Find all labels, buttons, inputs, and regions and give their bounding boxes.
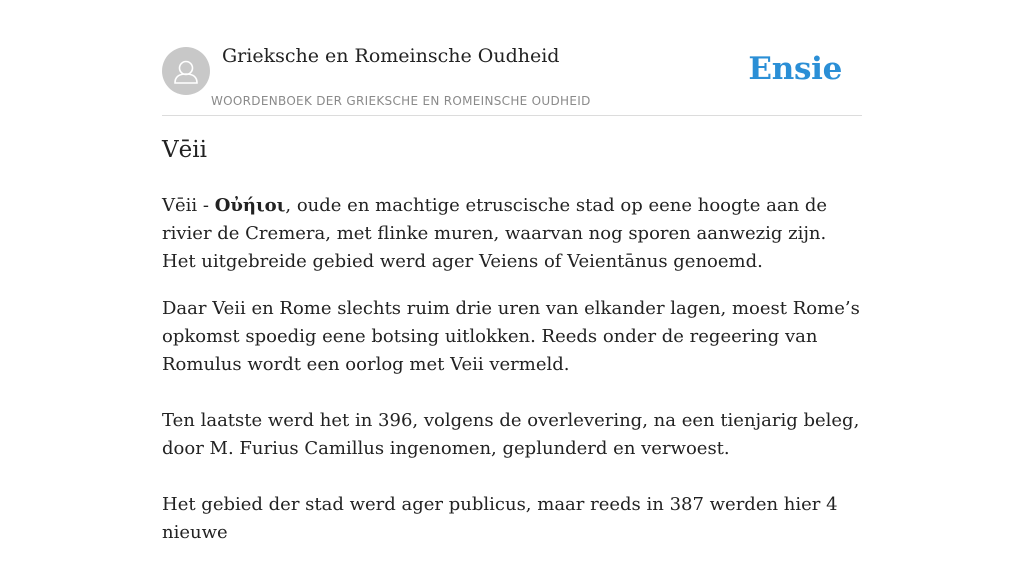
entry-term: Vēii — [162, 195, 198, 216]
user-silhouette-icon — [162, 47, 210, 95]
term-separator: - — [197, 195, 215, 216]
avatar[interactable] — [162, 47, 210, 95]
paragraph-territory: Het gebied der stad werd ager publicus, maar reeds in 387 werden hier 4 nieuwe — [162, 494, 838, 543]
page-title: Vēii — [162, 137, 207, 163]
page — [162, 0, 862, 543]
header — [162, 0, 862, 116]
brand-logo[interactable]: Ensie — [748, 51, 842, 87]
paragraph-siege: Ten laatste werd het in 396, volgens de overlevering, na een tienjarig beleg, door M. Furius Camillus ingenomen, geplunderd en verwoest. — [162, 410, 860, 459]
greek-term: Οὐήιοι — [214, 195, 286, 216]
paragraph-history: Daar Veii en Rome slechts ruim drie uren van elkander lagen, moest Rome’s opkomst spoedig eene botsing uitlokken. Reeds onder de regeering van Romulus wordt een oorlog met Veii vermeld. — [162, 298, 860, 375]
entry-body — [162, 192, 862, 566]
source-title[interactable]: Grieksche en Romeinsche Oudheid — [222, 45, 560, 67]
paragraph-definition — [162, 192, 862, 276]
definition-text: , oude en machtige etruscische stad op eene hoogte aan de rivier de Cremera, met flinke muren, waarvan nog sporen aanwezig zijn. Het uitgebreide gebied werd ager Veiens of Veientānus genoemd. — [162, 195, 828, 272]
source-subtitle: WOORDENBOEK DER GRIEKSCHE EN ROMEINSCHE OUDHEID — [211, 94, 591, 108]
